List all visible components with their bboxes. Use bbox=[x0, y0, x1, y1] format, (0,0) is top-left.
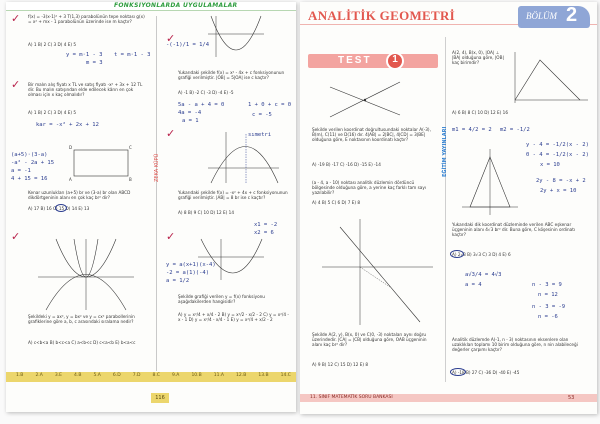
question-1-text: f(x) = -3(x-1)² + 3 T(1,3) parabolünün tepe noktası g(x) = x² + mx - 1 parabolünün üzerinde ise m kaçtır? bbox=[28, 14, 145, 25]
svg-text:D: D bbox=[69, 145, 73, 150]
handwriting-note: m = 3 bbox=[86, 60, 103, 66]
answer-key-item: 11.A bbox=[213, 373, 224, 378]
question-r3-text: Şekilde A(2, y), B(x, 0) ve C(0, -3) noktaları aynı doğru üzerindedir. |CA| = |CB| olduğuna göre, OAB üçgeninin alanı kaç br² dir? bbox=[312, 332, 427, 348]
left-page bbox=[6, 2, 296, 412]
line-triangle-figure bbox=[320, 217, 435, 327]
left-column-divider bbox=[156, 16, 157, 371]
chapter-title: ANALİTİK GEOMETRİ bbox=[308, 8, 456, 23]
handwriting-note: x = 10 bbox=[540, 162, 560, 168]
handwriting-note: 4a = -4 bbox=[178, 110, 202, 116]
answer-circle bbox=[450, 368, 466, 376]
answer-key-item: 14.C bbox=[280, 373, 291, 378]
answer-key-item: 2.A bbox=[35, 373, 43, 378]
handwriting-note: a = 1/2 bbox=[166, 278, 190, 284]
handwriting-note: kar = -x² + 2x + 12 bbox=[36, 122, 99, 128]
question-7-options: A) y = x²/4 + x/4 - 2 B) y = x²/2 - x/2 - 2 C) y = x²/4 - x - 1 D) y = x²/4 - x/4 - 1 E) y = x²/4 + x/2 - 2 bbox=[178, 312, 289, 323]
answer-circle bbox=[450, 250, 464, 258]
question-r6-options: A) -18 B) 27 C) -36 D) -40 E) -45 bbox=[452, 370, 520, 375]
question-r1-text: Şekilde verilen koordinat doğrultusundaki noktalar A(-3), B(m), C(11) ve D(16) dır. 4|AB| = 2|BC|, 4|CD| = 3|BE| olduğuna göre, E noktasının koordinatı kaçtır? bbox=[312, 127, 431, 143]
handwriting-note: c = -5 bbox=[252, 112, 272, 118]
question-6-text: Yukarıdaki şekilde f(x) = -x² + 4x + c fonksiyonunun grafiği verilmiştir. |AB| = 8 br ise c kaçtır? bbox=[178, 190, 288, 201]
handwriting-note: y = a(x+1)(x-4) bbox=[166, 262, 216, 268]
question-r6-text: Analitik düzlemde A(-1, n - 3) noktasının eksenlere olan uzaklıkları toplamı 10 birim olduğuna göre, n nin alabileceği değerler çarpımı kaçtır? bbox=[452, 337, 578, 353]
coordinate-line-figure bbox=[325, 77, 405, 122]
svg-text:A: A bbox=[69, 177, 72, 182]
question-1-options: A) 1 B) 2 C) 3 D) 4 E) 5 bbox=[28, 42, 77, 47]
question-6-options: A) 8 B) 9 C) 10 D) 12 E) 14 bbox=[178, 210, 234, 215]
right-page bbox=[300, 2, 597, 414]
handwriting-note: y - 4 = -1/2(x - 2) bbox=[526, 142, 589, 148]
checkmark-icon: ✓ bbox=[166, 32, 176, 45]
test-label: TEST bbox=[338, 55, 372, 66]
svg-text:B: B bbox=[129, 177, 132, 182]
handwriting-note: 0 - 4 = -1/2(x - 2) bbox=[526, 152, 589, 158]
left-page-header-rule bbox=[6, 10, 296, 11]
parabola-figure-q5 bbox=[206, 14, 266, 59]
answer-circle bbox=[55, 204, 67, 212]
handwriting-note: a = -1 bbox=[11, 168, 31, 174]
bolum-label: BÖLÜM bbox=[526, 11, 557, 21]
test-banner bbox=[308, 54, 438, 68]
handwriting-note: sımetri bbox=[248, 132, 272, 138]
question-2-options: A) 1 B) 2 C) 3 D) 4 E) 5 bbox=[28, 110, 77, 115]
handwriting-note: x2 = 6 bbox=[254, 230, 274, 236]
checkmark-icon: ✓ bbox=[166, 230, 176, 243]
question-r1-options: A) -19 B) -17 C) -16 D) -15 E) -14 bbox=[312, 162, 381, 167]
question-r3-options: A) 9 B) 12 C) 15 D) 12 E) 8 bbox=[312, 362, 368, 367]
handwriting-note: -2 = a(1)(-4) bbox=[166, 270, 210, 276]
svg-text:C: C bbox=[129, 145, 132, 150]
handwriting-note: y = m·1 - 3 bbox=[66, 52, 103, 58]
handwriting-note: x1 = -2 bbox=[254, 222, 278, 228]
handwriting-note: m2 = -1/2 bbox=[500, 127, 530, 133]
handwriting-note: n - 3 = -9 bbox=[532, 304, 566, 310]
question-r2-text: (a - 4, a - 10) noktası analitik düzlemin dördüncü bölgesinde olduğuna göre, a yerine kaç farklı tam sayı yazılabilir? bbox=[312, 180, 426, 196]
answer-key-item: 9.A bbox=[172, 373, 180, 378]
question-2-text: Bir malın alış fiyatı x TL ve satış fiyatı -x² + 3x + 12 TL dir. Bu malın satışından elde edilecek kârın en çok olması için x kaç olmalıdır? bbox=[28, 82, 143, 98]
handwriting-note: -(-1)/1 = 1/4 bbox=[166, 42, 210, 48]
question-5-options: A) -1 B) -2 C) -3 D) -4 E) -5 bbox=[178, 90, 234, 95]
handwriting-note: n - 3 = 9 bbox=[532, 282, 562, 288]
handwriting-note: 2y + x = 10 bbox=[540, 188, 577, 194]
question-4-text: Şekildeki y = ax², y = bx² ve y = cx² parabollerinin grafiklerine göre a, b, c arasındaki sıralama nedir? bbox=[28, 314, 135, 325]
bolum-number: 2 bbox=[566, 4, 578, 26]
handwriting-note: 4 + 15 = 16 bbox=[11, 176, 48, 182]
answer-key-item: 13.B bbox=[258, 373, 269, 378]
right-column-divider bbox=[445, 37, 446, 382]
checkmark-icon: ✓ bbox=[166, 127, 176, 140]
book-title: 11. SINIF MATEMATİK SORU BANKASI bbox=[310, 395, 393, 400]
question-7-text: Şekilde grafiği verilen y = f(x) fonksiyonu aşağıdakilerden hangisidir? bbox=[178, 294, 265, 305]
answer-key-item: 7.D bbox=[132, 373, 141, 378]
handwriting-note: 5a - a + 4 = 0 bbox=[178, 102, 225, 108]
handwriting-note: 1 + 0 + c = 0 bbox=[248, 102, 292, 108]
handwriting-note: -a² - 2a + 15 bbox=[11, 160, 55, 166]
checkmark-icon: ✓ bbox=[11, 12, 21, 25]
question-r4-text: A(2, 4), B(x, 0), |OA| ⊥ |BA| olduğuna göre, |OB| kaç birimdir? bbox=[452, 50, 504, 66]
answer-key-item: 5.A bbox=[93, 373, 101, 378]
left-page-side-label: ZEKA KÜPÜ bbox=[154, 153, 160, 182]
answer-key-item: 4.B bbox=[74, 373, 82, 378]
question-3-text: Kenar uzunlukları (a+5) br ve (3-a) br olan ABCD dikdörtgeninin alanı en çok kaç br² dir? bbox=[28, 190, 131, 201]
handwriting-note: (a+5)·(3-a) bbox=[11, 152, 48, 158]
handwriting-note: n = -6 bbox=[538, 314, 558, 320]
answer-key-item: 1.B bbox=[16, 373, 24, 378]
handwriting-note: m1 = 4/2 = 2 bbox=[452, 127, 492, 133]
question-r2-options: A) 4 B) 5 C) 6 D) 7 E) 8 bbox=[312, 200, 361, 205]
left-page-number: 116 bbox=[151, 393, 169, 403]
test-number: 1 bbox=[392, 54, 398, 65]
answer-key bbox=[16, 373, 291, 378]
equilateral-triangle-figure bbox=[460, 147, 520, 217]
left-page-header-title: FONKSİYONLARDA UYGULAMALAR bbox=[114, 2, 238, 9]
handwriting-note: 2y - 8 = -x + 2 bbox=[536, 178, 586, 184]
rectangle-abcd-figure bbox=[66, 142, 136, 182]
handwriting-note: a√3/4 = 4√3 bbox=[465, 272, 502, 278]
answer-key-item: 10.B bbox=[191, 373, 202, 378]
answer-key-item: 8.C bbox=[152, 373, 160, 378]
answer-key-item: 12.B bbox=[236, 373, 247, 378]
right-triangle-figure bbox=[510, 50, 590, 105]
question-r4-options: A) 6 B) 8 C) 10 D) 12 E) 16 bbox=[452, 110, 508, 115]
handwriting-note: n = 12 bbox=[538, 292, 558, 298]
question-5-text: Yukarıdaki şekilde f(x) = x² - 4x + c fonksiyonunun grafiği verilmiştir. |OB| = 5|OA| ise c kaçtır? bbox=[178, 70, 285, 81]
question-4-options: A) c<b<a B) b<c<a C) a<b<c D) c<a<b E) b<a<c bbox=[28, 340, 136, 345]
question-r5-text: Yukarıdaki dik koordinat düzleminde verilen ABC eşkenar üçgeninin alanı 4√3 br² dir. Buna göre, C köşesinin ordinatı kaçtır? bbox=[452, 222, 576, 238]
handwriting-note: a = 1 bbox=[182, 118, 199, 124]
answer-key-item: 6.D bbox=[112, 373, 121, 378]
question-r5-options: A) 2√3 B) 3√3 C) 3 D) 4 E) 6 bbox=[452, 252, 511, 257]
three-parabolas-figure bbox=[36, 237, 136, 312]
question-3-options: A) 17 B) 16 C) 15 D) 14 E) 13 bbox=[28, 206, 90, 211]
handwriting-note: t = m·1 - 3 bbox=[114, 52, 151, 58]
right-page-number: 53 bbox=[568, 395, 575, 401]
checkmark-icon: ✓ bbox=[11, 230, 21, 243]
checkmark-icon: ✓ bbox=[11, 78, 21, 91]
publisher-side-label: EĞİTİM YAYINLARI bbox=[442, 126, 448, 177]
handwriting-note: a = 4 bbox=[465, 282, 482, 288]
answer-key-item: 3.E bbox=[54, 373, 62, 378]
